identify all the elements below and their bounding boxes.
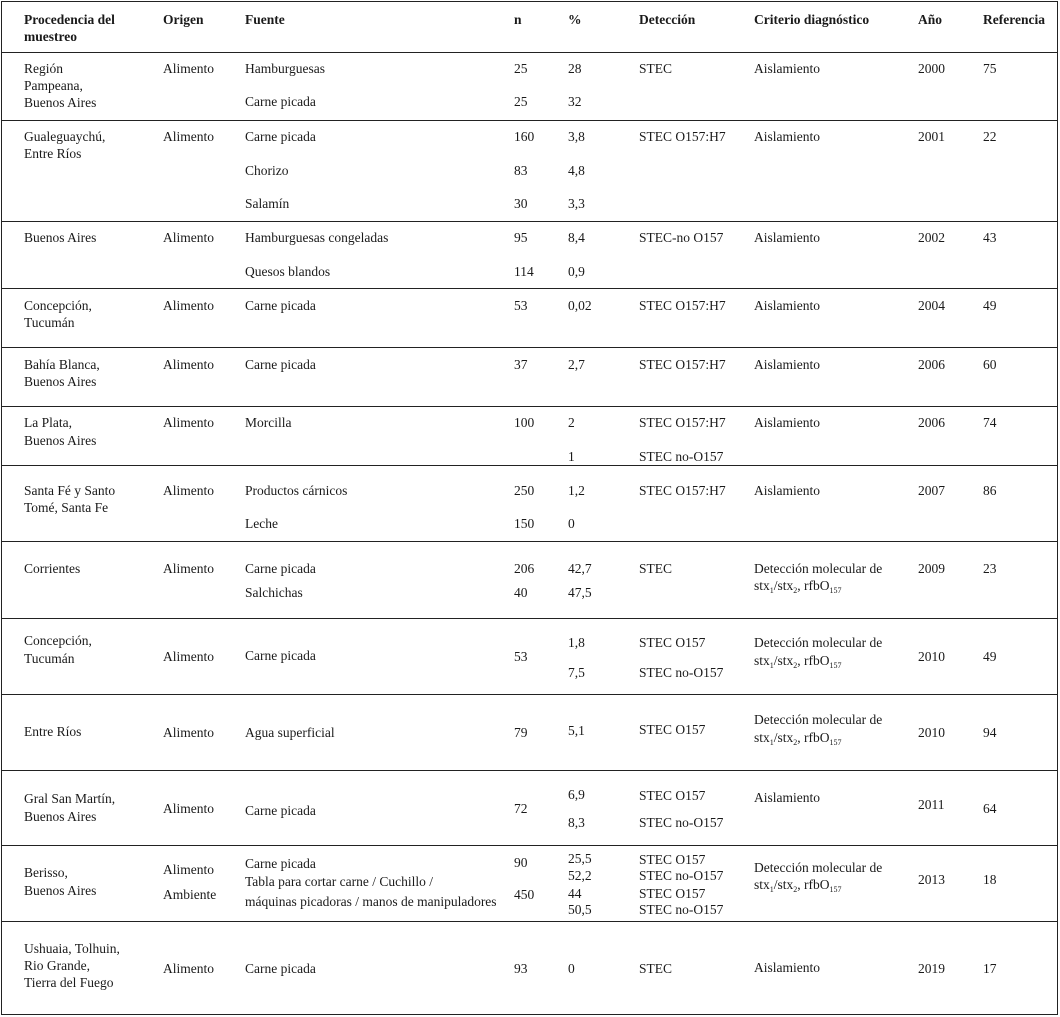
table-row [2,542,1057,619]
cell-deteccion: STEC no-O157 [639,868,724,883]
cell-percent: 2,7 [568,357,585,372]
cell-procedencia: Santa Fé y Santo [24,483,116,498]
cell-n: 160 [514,129,535,144]
cell-anio: 2009 [918,561,945,576]
cell-origen: Alimento [163,230,214,245]
table-row [2,289,1057,348]
cell-deteccion: STEC O157:H7 [639,129,726,144]
cell-referencia: 75 [983,61,997,76]
cell-origen: Alimento [163,961,214,976]
cell-n: 25 [514,61,528,76]
cell-criterio: Detección molecular de [754,860,883,875]
cell-n: 25 [514,94,528,109]
cell-origen: Alimento [163,415,214,430]
cell-procedencia: Buenos Aires [24,374,97,389]
cell-referencia: 49 [983,298,997,313]
cell-origen: Alimento [163,725,214,740]
cell-anio: 2006 [918,415,945,430]
cell-anio: 2013 [918,872,945,887]
cell-percent: 42,7 [568,561,592,576]
cell-origen: Alimento [163,561,214,576]
cell-procedencia: Rio Grande, [24,958,90,973]
cell-criterio: Aislamiento [754,960,820,975]
cell-origen: Ambiente [163,887,217,902]
cell-criterio: stx$_1$/stx$_2$, rfbO$_{157}$ [754,653,842,670]
cell-n: 37 [514,357,528,372]
cell-n: 72 [514,801,528,816]
cell-n: 450 [514,887,535,902]
cell-criterio: Aislamiento [754,230,820,245]
cell-fuente: Carne picada [245,561,316,576]
cell-deteccion: STEC no-O157 [639,665,724,680]
table-row [2,121,1057,222]
cell-percent: 0,02 [568,298,592,313]
cell-fuente: máquinas picadoras / manos de manipuladores [245,894,497,909]
table-row [2,619,1057,695]
table-row [2,695,1057,771]
cell-n: 40 [514,585,528,600]
cell-procedencia: Tierra del Fuego [24,975,114,990]
cell-percent: 44 [568,886,582,901]
cell-referencia: 43 [983,230,997,245]
cell-criterio: Detección molecular de [754,712,883,727]
cell-procedencia: Concepción, [24,298,92,313]
cell-fuente: Productos cárnicos [245,483,348,498]
cell-deteccion: STEC [639,561,673,576]
cell-fuente: Carne picada [245,803,316,818]
cell-referencia: 74 [983,415,997,430]
cell-anio: 2004 [918,298,945,313]
cell-anio: 2007 [918,483,945,498]
cell-referencia: 18 [983,872,997,887]
cell-referencia: 60 [983,357,997,372]
cell-percent: 0,9 [568,264,585,279]
cell-criterio: Aislamiento [754,298,820,313]
cell-procedencia: Corrientes [24,561,81,576]
table-row [2,922,1057,1017]
cell-procedencia: Entre Ríos [24,724,82,739]
header-origen: Origen [163,12,204,27]
cell-fuente: Carne picada [245,94,316,109]
cell-anio: 2006 [918,357,945,372]
cell-percent: 52,2 [568,868,592,883]
cell-n: 250 [514,483,535,498]
cell-n: 53 [514,649,528,664]
cell-deteccion: STEC-no O157 [639,230,724,245]
table-row [2,466,1057,542]
cell-n: 100 [514,415,535,430]
cell-percent: 7,5 [568,665,585,680]
cell-procedencia: Entre Ríos [24,146,82,161]
cell-anio: 2010 [918,649,945,664]
cell-procedencia: Tucumán [24,651,75,666]
cell-fuente: Chorizo [245,163,289,178]
cell-deteccion: STEC O157 [639,788,706,803]
cell-procedencia: Buenos Aires [24,433,97,448]
cell-deteccion: STEC no-O157 [639,815,724,830]
cell-anio: 2000 [918,61,945,76]
cell-percent: 3,3 [568,196,585,211]
cell-referencia: 17 [983,961,997,976]
cell-percent: 5,1 [568,723,585,738]
cell-deteccion: STEC [639,961,673,976]
cell-fuente: Agua superficial [245,725,335,740]
cell-criterio: stx$_1$/stx$_2$, rfbO$_{157}$ [754,578,842,595]
cell-n: 30 [514,196,528,211]
cell-fuente: Carne picada [245,961,316,976]
header-n: n [514,12,522,27]
cell-origen: Alimento [163,483,214,498]
cell-referencia: 64 [983,801,997,816]
cell-origen: Alimento [163,298,214,313]
cell-procedencia: Ushuaia, Tolhuin, [24,941,120,956]
table-row [2,771,1057,846]
cell-criterio: Detección molecular de [754,635,883,650]
cell-origen: Alimento [163,61,214,76]
cell-percent: 1,2 [568,483,585,498]
cell-procedencia: Buenos Aires [24,95,97,110]
cell-criterio: Detección molecular de [754,561,883,576]
cell-referencia: 86 [983,483,997,498]
cell-procedencia: Buenos Aires [24,809,97,824]
cell-fuente: Hamburguesas congeladas [245,230,389,245]
cell-procedencia: Tucumán [24,315,75,330]
cell-origen: Alimento [163,649,214,664]
cell-fuente: Carne picada [245,357,316,372]
cell-criterio: Aislamiento [754,129,820,144]
header-fuente: Fuente [245,12,285,27]
cell-percent: 1,8 [568,635,585,650]
cell-fuente: Carne picada [245,856,316,871]
cell-deteccion: STEC no-O157 [639,902,724,917]
cell-anio: 2010 [918,725,945,740]
cell-n: 114 [514,264,534,279]
header-pct: % [568,12,582,27]
table-row [2,846,1057,922]
cell-criterio: Aislamiento [754,415,820,430]
cell-criterio: stx$_1$/stx$_2$, rfbO$_{157}$ [754,877,842,894]
cell-criterio: stx$_1$/stx$_2$, rfbO$_{157}$ [754,730,842,747]
cell-referencia: 49 [983,649,997,664]
header-deteccion: Detección [639,12,696,27]
cell-deteccion: STEC O157:H7 [639,357,726,372]
cell-procedencia: Tomé, Santa Fe [24,500,109,515]
cell-deteccion: STEC O157 [639,886,706,901]
cell-origen: Alimento [163,862,214,877]
cell-anio: 2019 [918,961,945,976]
cell-procedencia: Berisso, [24,865,68,880]
cell-fuente: Hamburguesas [245,61,325,76]
cell-procedencia: Pampeana, [24,78,83,93]
cell-procedencia: Bahía Blanca, [24,357,100,372]
header-criterio: Criterio diagnóstico [754,12,870,27]
cell-deteccion: STEC O157 [639,852,706,867]
cell-anio: 2001 [918,129,945,144]
cell-procedencia: Buenos Aires [24,230,97,245]
cell-n: 150 [514,516,535,531]
cell-referencia: 22 [983,129,997,144]
cell-fuente: Salchichas [245,585,303,600]
cell-origen: Alimento [163,357,214,372]
cell-procedencia: Buenos Aires [24,883,97,898]
cell-percent: 32 [568,94,582,109]
cell-referencia: 94 [983,725,997,740]
cell-percent: 25,5 [568,851,592,866]
cell-percent: 0 [568,516,575,531]
cell-origen: Alimento [163,801,214,816]
cell-criterio: Aislamiento [754,790,820,805]
cell-deteccion: STEC O157 [639,635,706,650]
cell-percent: 8,4 [568,230,585,245]
cell-criterio: Aislamiento [754,483,820,498]
cell-criterio: Aislamiento [754,357,820,372]
header-procedencia: Procedencia del muestreo [24,12,115,44]
cell-n: 206 [514,561,535,576]
cell-procedencia: Región [24,61,63,76]
cell-n: 90 [514,855,528,870]
cell-percent: 50,5 [568,902,592,917]
cell-criterio: Aislamiento [754,61,820,76]
cell-procedencia: Gral San Martín, [24,791,116,806]
table-row [2,52,1057,121]
cell-deteccion: STEC O157 [639,722,706,737]
cell-percent: 0 [568,961,575,976]
cell-fuente: Quesos blandos [245,264,331,279]
cell-percent: 2 [568,415,575,430]
table-row [2,222,1057,289]
cell-fuente: Morcilla [245,415,292,430]
cell-fuente: Salamín [245,196,290,211]
cell-deteccion: STEC O157:H7 [639,483,726,498]
cell-n: 83 [514,163,528,178]
cell-deteccion: STEC no-O157 [639,449,724,464]
cell-deteccion: STEC O157:H7 [639,298,726,313]
cell-fuente: Carne picada [245,648,316,663]
cell-n: 79 [514,725,528,740]
cell-fuente: Leche [245,516,278,531]
cell-percent: 28 [568,61,582,76]
cell-fuente: Carne picada [245,298,316,313]
cell-procedencia: Concepción, [24,633,92,648]
cell-n: 93 [514,961,528,976]
table-row [2,407,1057,466]
cell-percent: 3,8 [568,129,585,144]
cell-percent: 1 [568,449,575,464]
cell-origen: Alimento [163,129,214,144]
cell-percent: 8,3 [568,815,585,830]
table-header [2,2,1057,53]
cell-procedencia: Gualeguaychú, [24,129,106,144]
header-anio: Año [918,12,943,27]
cell-referencia: 23 [983,561,997,576]
header-referencia: Referencia [983,12,1045,27]
table-row [2,348,1057,407]
cell-n: 95 [514,230,528,245]
data-table [1,1,1058,1015]
cell-deteccion: STEC O157:H7 [639,415,726,430]
cell-deteccion: STEC [639,61,673,76]
cell-percent: 6,9 [568,787,585,802]
cell-anio: 2011 [918,797,945,812]
cell-n: 53 [514,298,528,313]
cell-percent: 4,8 [568,163,585,178]
cell-procedencia: La Plata, [24,415,72,430]
cell-fuente: Tabla para cortar carne / Cuchillo / [245,874,433,889]
cell-anio: 2002 [918,230,945,245]
cell-fuente: Carne picada [245,129,316,144]
cell-percent: 47,5 [568,585,592,600]
